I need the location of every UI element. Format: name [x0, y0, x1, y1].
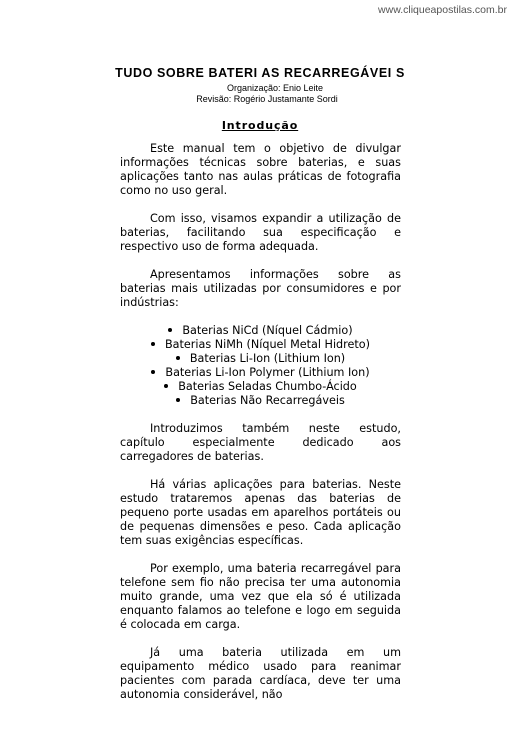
paragraph: Com isso, visamos expandir a utilização de baterias, facilitando sua especificação e respectivo uso de forma adequada.: [120, 212, 401, 253]
paragraph: Por exemplo, uma bateria recarregável para telefone sem fio não precisa ter uma autonomia muito grande, uma vez que ela só é utilizada enquanto falamos ao telefone e logo em seguida é colocada em carga.: [120, 562, 401, 631]
revision-credit: Revisão: Rogério Justamante Sordi: [196, 94, 338, 104]
organization-credit: Organização: Enio Leite: [226, 83, 324, 93]
list-item: [120, 324, 401, 338]
section-heading-introducao: Introdução: [221, 119, 299, 132]
list-item: [120, 366, 401, 380]
list-item-text: Baterias Li-Ion (Lithium Ion): [189, 352, 346, 365]
list-item-text: Baterias Não Recarregáveis: [190, 394, 345, 407]
bullet-icon: [168, 328, 172, 332]
list-item-text: Baterias Seladas Chumbo-Ácido: [178, 380, 357, 393]
site-watermark: www.cliqueapostilas.com.br: [378, 4, 507, 16]
list-item: [120, 380, 401, 394]
bullet-icon: [176, 398, 180, 402]
bullet-icon: [151, 342, 155, 346]
bullet-icon: [164, 384, 168, 388]
bullet-icon: [151, 370, 155, 374]
document-title: TUDO SOBRE BATERI AS RECARREGÁVEI S: [115, 66, 405, 80]
battery-type-list: [120, 324, 401, 408]
paragraph: Já uma bateria utilizada em um equipamento médico usado para reanimar pacientes com parada cardíaca, deve ter uma autonomia considerável, não: [120, 646, 401, 701]
paragraph: Este manual tem o objetivo de divulgar informações técnicas sobre baterias, e suas aplicações tanto nas aulas práticas de fotografia como no uso geral.: [120, 142, 401, 197]
paragraph: Há várias aplicações para baterias. Neste estudo trataremos apenas das baterias de pequeno porte usadas em aparelhos portáteis ou de pequenas dimensões e peso. Cada aplicação tem suas exigências específicas.: [120, 478, 401, 547]
list-item-text: Baterias NiMh (Níquel Metal Hidreto): [164, 338, 370, 351]
paragraph: Introduzimos também neste estudo, capítulo especialmente dedicado aos carregadores de baterias.: [120, 422, 401, 463]
body-text: [120, 142, 401, 716]
list-item: [120, 338, 401, 352]
paragraph: Apresentamos informações sobre as baterias mais utilizadas por consumidores e por indústrias:: [120, 268, 401, 309]
list-item-text: Baterias Li-Ion Polymer (Lithium Ion): [165, 366, 370, 379]
list-item: [120, 352, 401, 366]
list-item-text: Baterias NiCd (Níquel Cádmio): [182, 324, 353, 337]
list-item: [120, 394, 401, 408]
bullet-icon: [176, 356, 180, 360]
